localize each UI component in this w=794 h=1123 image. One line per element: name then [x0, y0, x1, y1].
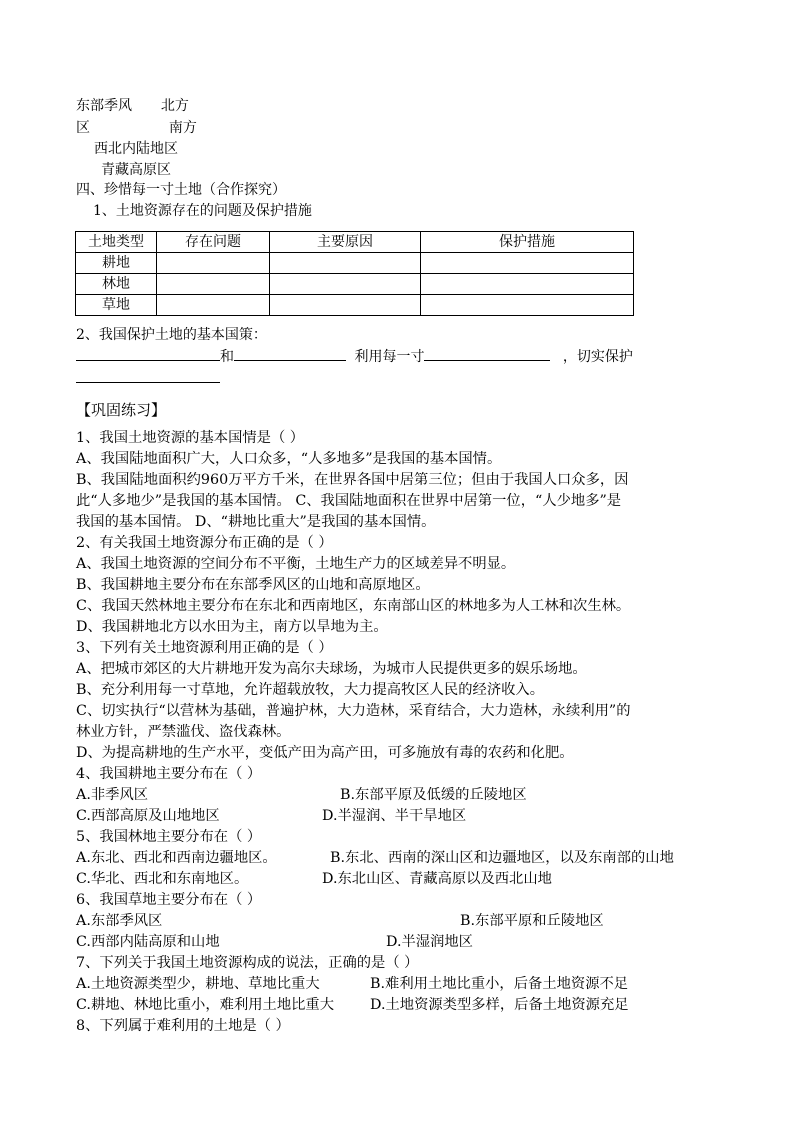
- practice-line: A、我国陆地面积广大，人口众多，“人多地多”是我国的基本国情。: [76, 451, 502, 467]
- region-east-monsoon: 东部季风: [76, 98, 132, 114]
- practice-line: 此“人多地少”是我国的基本国情。 C、我国陆地面积在世界中居第一位，“人少地多”是: [76, 493, 622, 509]
- practice-line: B、充分利用每一寸草地，允许超载放牧，大力提高牧区人民的经济收入。: [76, 682, 545, 698]
- table-header: 土地类型: [76, 232, 157, 253]
- table-cell[interactable]: [157, 274, 270, 295]
- region-line-2: [76, 118, 197, 138]
- table-cell[interactable]: [157, 295, 270, 316]
- section-4-sub1: 1、土地资源存在的问题及保护措施: [93, 203, 312, 219]
- table-cell[interactable]: [421, 274, 634, 295]
- table-cell[interactable]: [157, 253, 270, 274]
- practice-line: 林业方针，严禁滥伐、盗伐森林。: [76, 724, 291, 740]
- table-cell[interactable]: [421, 253, 634, 274]
- table-cell[interactable]: [421, 295, 634, 316]
- policy-and: 和: [220, 349, 234, 365]
- fill-blank[interactable]: [76, 346, 220, 361]
- question-6-option-d: D.半湿润地区: [386, 934, 473, 950]
- question-4: 4、我国耕地主要分布在（ ）: [76, 766, 262, 782]
- fill-blank[interactable]: [424, 346, 550, 361]
- practice-line: 3、下列有关土地资源利用正确的是（ ）: [76, 640, 333, 656]
- section-4-title: 四、珍惜每一寸土地（合作探究）: [76, 182, 286, 198]
- land-problem-table: [75, 231, 634, 316]
- table-cell-land-type: 林地: [76, 274, 157, 295]
- question-6-option-a: A.东部季风区: [76, 913, 163, 929]
- question-4-option-c: C.西部高原及山地地区: [76, 808, 220, 824]
- table-row: [76, 274, 634, 295]
- table-cell-land-type: 耕地: [76, 253, 157, 274]
- question-7-option-b: B.难利用土地比重小，后备土地资源不足: [370, 976, 629, 992]
- table-row: [76, 253, 634, 274]
- practice-line: 我国的基本国情。 D、“耕地比重大”是我国的基本国情。: [76, 514, 436, 530]
- question-6: 6、我国草地主要分布在（ ）: [76, 892, 262, 908]
- question-5-option-a: A.东北、西北和西南边疆地区。: [76, 850, 277, 866]
- table-cell[interactable]: [270, 295, 421, 316]
- practice-line: D、我国耕地北方以水田为主，南方以旱地为主。: [76, 619, 388, 635]
- policy-use: 利用每一寸: [354, 349, 425, 365]
- region-south: 南方: [168, 120, 197, 136]
- question-4-option-a: A.非季风区: [76, 787, 149, 803]
- question-7-option-a: A.土地资源类型少，耕地、草地比重大: [76, 976, 320, 992]
- question-4-option-d: D.半湿润、半干旱地区: [322, 808, 467, 824]
- region-qu: 区: [76, 120, 90, 136]
- question-5: 5、我国林地主要分布在（ ）: [76, 829, 262, 845]
- table-cell[interactable]: [270, 253, 421, 274]
- fill-blank[interactable]: [76, 382, 220, 383]
- question-5-option-b: B.东北、西南的深山区和边疆地区，以及东南部的山地: [330, 850, 674, 866]
- question-4-option-b: B.东部平原及低缓的丘陵地区: [340, 787, 527, 803]
- question-7-option-c: C.耕地、林地比重小，难利用土地比重大: [76, 997, 335, 1013]
- fill-blank[interactable]: [234, 346, 346, 361]
- practice-line: D、为提高耕地的生产水平，变低产田为高产田，可多施放有毒的农药和化肥。: [76, 745, 574, 761]
- practice-line: A、我国土地资源的空间分布不平衡，土地生产力的区域差异不明显。: [76, 556, 516, 572]
- table-cell-land-type: 草地: [76, 295, 157, 316]
- policy-protect: ，切实保护: [562, 349, 633, 365]
- question-5-option-d: D.东北山区、青藏高原以及西北山地: [322, 871, 552, 887]
- practice-line: C、切实执行“以营林为基础，普遍护林，大力造林，采育结合，大力造林，永续利用”的: [76, 703, 631, 719]
- practice-title: 【巩固练习】: [76, 401, 167, 419]
- question-7: 7、下列关于我国土地资源构成的说法，正确的是（ ）: [76, 955, 419, 971]
- table-cell[interactable]: [270, 274, 421, 295]
- practice-line: 1、我国土地资源的基本国情是（ ）: [76, 430, 305, 446]
- region-northwest: 西北内陆地区: [94, 141, 178, 157]
- practice-line: B、我国陆地面积约960万平方千米，在世界各国中居第三位；但由于我国人口众多，因: [76, 472, 629, 488]
- practice-line: B、我国耕地主要分布在东部季风区的山地和高原地区。: [76, 577, 430, 593]
- question-5-option-c: C.华北、西北和东南地区。: [76, 871, 249, 887]
- region-line-1: [76, 96, 189, 116]
- region-tibet: 青藏高原区: [101, 162, 171, 178]
- region-north: 北方: [160, 98, 189, 114]
- practice-line: 2、有关我国土地资源分布正确的是（ ）: [76, 535, 333, 551]
- table-header: 存在问题: [157, 232, 270, 253]
- table-header: 保护措施: [421, 232, 634, 253]
- policy-title: 2、我国保护土地的基本国策：: [76, 327, 267, 343]
- table-row: [76, 295, 634, 316]
- table-header-row: [76, 232, 634, 253]
- question-6-option-c: C.西部内陆高原和山地: [76, 934, 220, 950]
- practice-line: A、把城市郊区的大片耕地开发为高尔夫球场，为城市人民提供更多的娱乐场地。: [76, 661, 587, 677]
- question-8: 8、下列属于难利用的土地是（ ）: [76, 1018, 290, 1034]
- table-header: 主要原因: [270, 232, 421, 253]
- question-6-option-b: B.东部平原和丘陵地区: [460, 913, 604, 929]
- question-7-option-d: D.土地资源类型多样，后备土地资源充足: [370, 997, 629, 1013]
- practice-line: C、我国天然林地主要分布在东北和西南地区，东南部山区的林地多为人工林和次生林。: [76, 598, 631, 614]
- policy-fill-line: [76, 346, 633, 367]
